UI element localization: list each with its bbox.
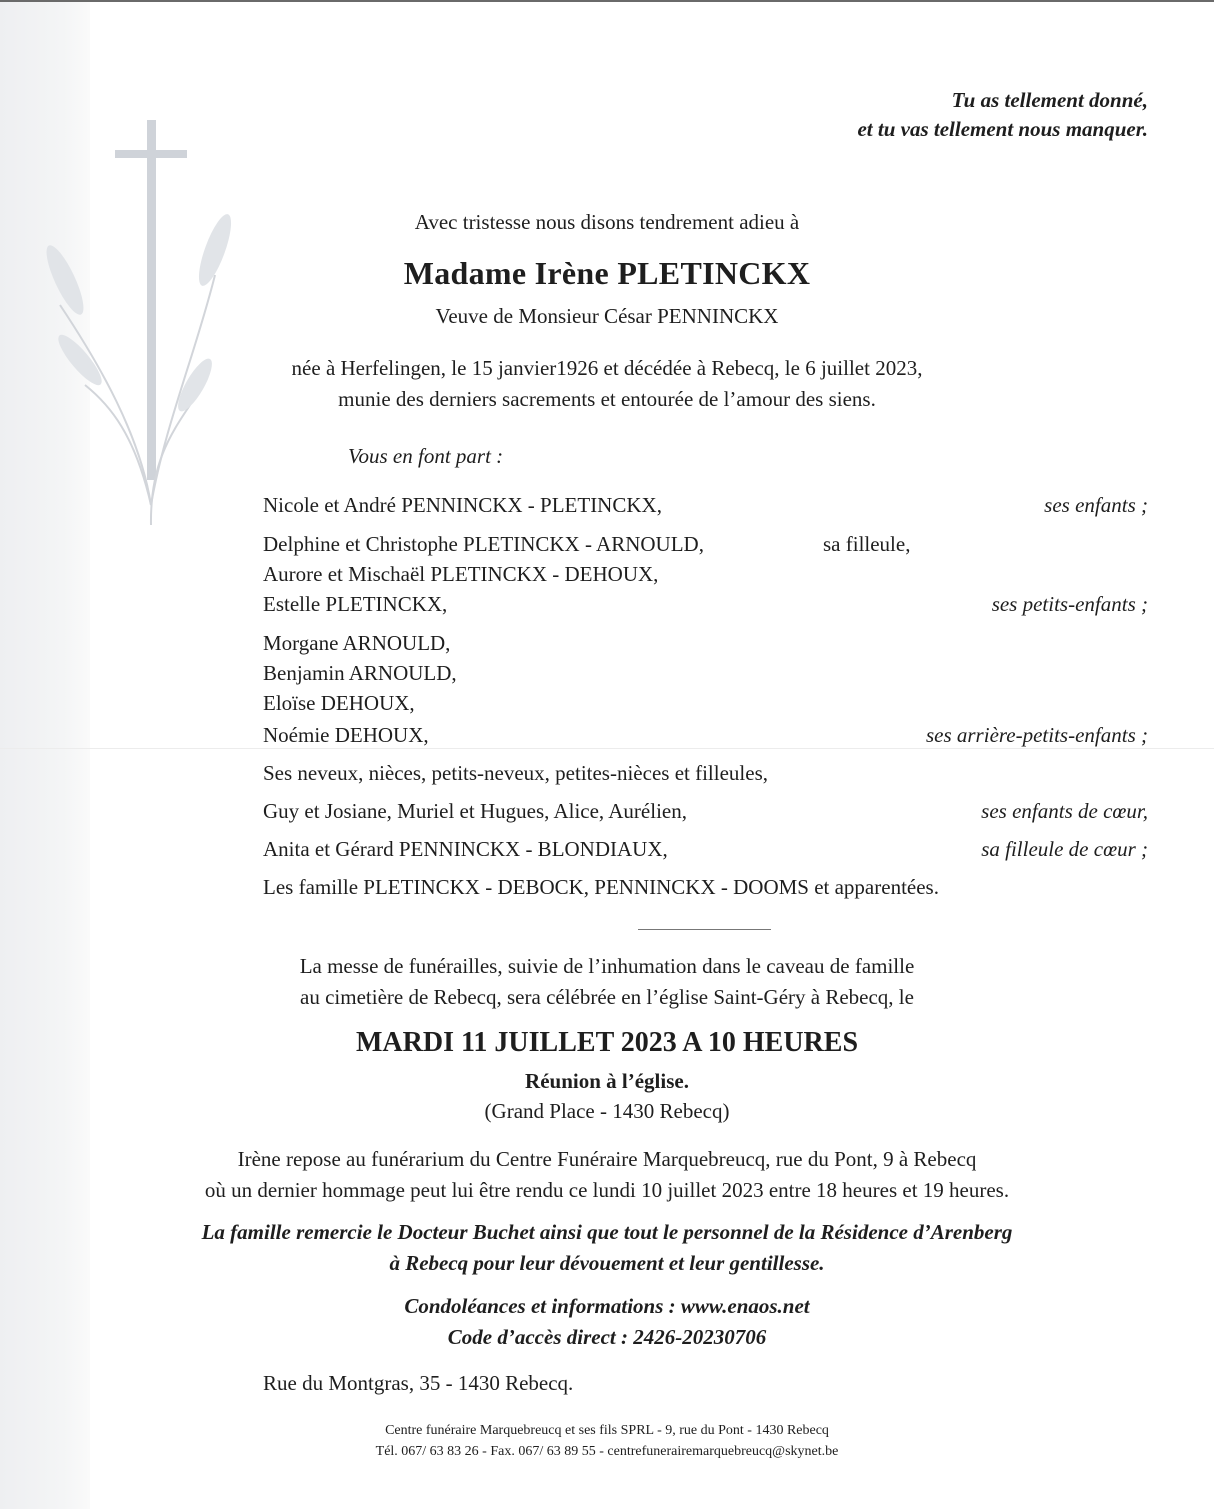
birth-line-1: née à Herfelingen, le 15 janvier1926 et décédée à Rebecq, le 6 juillet 2023, — [291, 356, 923, 380]
intro-text: Avec tristesse nous disons tendrement adieu à — [414, 210, 800, 234]
footer-line-2: Tél. 067/ 63 83 26 - Fax. 067/ 63 89 55 - centrefunerairemarquebreucq@skynet.be — [375, 1444, 839, 1459]
family-name: Delphine et Christophe PLETINCKX - ARNOULD, — [263, 532, 704, 556]
ceremony-reunion: Réunion à l’église. — [525, 1069, 689, 1093]
family-name: Morgane ARNOULD, — [263, 631, 451, 655]
family-name: Estelle PLETINCKX, — [263, 592, 448, 616]
condolences-line-1: Condoléances et informations : www.enaos.net — [404, 1294, 810, 1318]
ceremony-line-1: La messe de funérailles, suivie de l’inhumation dans le caveau de famille — [299, 954, 915, 978]
repose-line-2: où un dernier hommage peut lui être rendu ce lundi 10 juillet 2023 entre 18 heures et 19 heures. — [204, 1178, 1010, 1202]
separator-line — [638, 929, 771, 930]
family-name: Guy et Josiane, Muriel et Hugues, Alice, Aurélien, — [263, 799, 687, 823]
funeral-home-footer — [0, 1420, 1214, 1462]
quote-line-1: Tu as tellement donné, — [951, 88, 1148, 112]
repose-line-1: Irène repose au funérarium du Centre Funéraire Marquebreucq, rue du Pont, 9 à Rebecq — [237, 1147, 977, 1171]
family-relation: sa filleule de cœur ; — [981, 837, 1148, 861]
birth-death-text — [0, 353, 1214, 415]
repose-text — [0, 1144, 1214, 1206]
family-address: Rue du Montgras, 35 - 1430 Rebecq. — [263, 1371, 574, 1395]
family-name: Noémie DEHOUX, — [263, 723, 429, 747]
thanks-line-2: à Rebecq pour leur dévouement et leur gentillesse. — [389, 1251, 825, 1275]
thanks-text — [0, 1217, 1214, 1279]
ceremony-line-2: au cimetière de Rebecq, sera célébrée en l’église Saint-Géry à Rebecq, le — [300, 985, 914, 1009]
family-name: Ses neveux, nièces, petits-neveux, petites-nièces et filleules, — [263, 761, 768, 785]
family-intro: Vous en font part : — [348, 444, 504, 468]
deceased-name: Madame Irène PLETINCKX — [403, 255, 811, 291]
family-line — [263, 562, 1148, 592]
family-line — [263, 592, 1148, 622]
family-line — [263, 691, 1148, 721]
family-line — [263, 723, 1148, 753]
family-line — [263, 875, 1148, 905]
widow-of: Veuve de Monsieur César PENNINCKX — [435, 304, 779, 328]
family-relation: ses enfants de cœur, — [981, 799, 1148, 823]
condolences-line-2: Code d’accès direct : 2426-20230706 — [447, 1325, 767, 1349]
family-line — [263, 532, 1148, 562]
top-border — [0, 0, 1214, 2]
ceremony-text — [0, 951, 1214, 1013]
birth-line-2: munie des derniers sacrements et entourée de l’amour des siens. — [338, 387, 876, 411]
family-name: Benjamin ARNOULD, — [263, 661, 457, 685]
family-line — [263, 631, 1148, 661]
condolences-text — [0, 1291, 1214, 1353]
family-relation: ses enfants ; — [1044, 493, 1148, 517]
quote-line-2: et tu vas tellement nous manquer. — [857, 117, 1148, 141]
footer-line-1: Centre funéraire Marquebreucq et ses fils SPRL - 9, rue du Pont - 1430 Rebecq — [385, 1423, 829, 1438]
family-line — [263, 661, 1148, 691]
family-name: Nicole et André PENNINCKX - PLETINCKX, — [263, 493, 662, 517]
family-line — [263, 761, 1148, 791]
family-line — [263, 837, 1148, 867]
family-name: Aurore et Mischaël PLETINCKX - DEHOUX, — [263, 562, 659, 586]
family-line — [263, 799, 1148, 829]
family-name: Eloïse DEHOUX, — [263, 691, 415, 715]
family-name: Les famille PLETINCKX - DEBOCK, PENNINCKX - DOOMS et apparentées. — [263, 875, 939, 899]
epigraph-quote — [857, 86, 1148, 144]
family-name: Anita et Gérard PENNINCKX - BLONDIAUX, — [263, 837, 668, 861]
ceremony-date: MARDI 11 JUILLET 2023 A 10 HEURES — [355, 1027, 859, 1058]
family-relation: ses arrière-petits-enfants ; — [925, 723, 1148, 747]
family-relation: ses petits-enfants ; — [991, 592, 1148, 616]
family-note: sa filleule, — [823, 532, 911, 556]
family-line — [263, 493, 1148, 523]
thanks-line-1: La famille remercie le Docteur Buchet ainsi que tout le personnel de la Résidence d’Arenberg — [201, 1220, 1013, 1244]
ceremony-place: (Grand Place - 1430 Rebecq) — [484, 1099, 730, 1123]
